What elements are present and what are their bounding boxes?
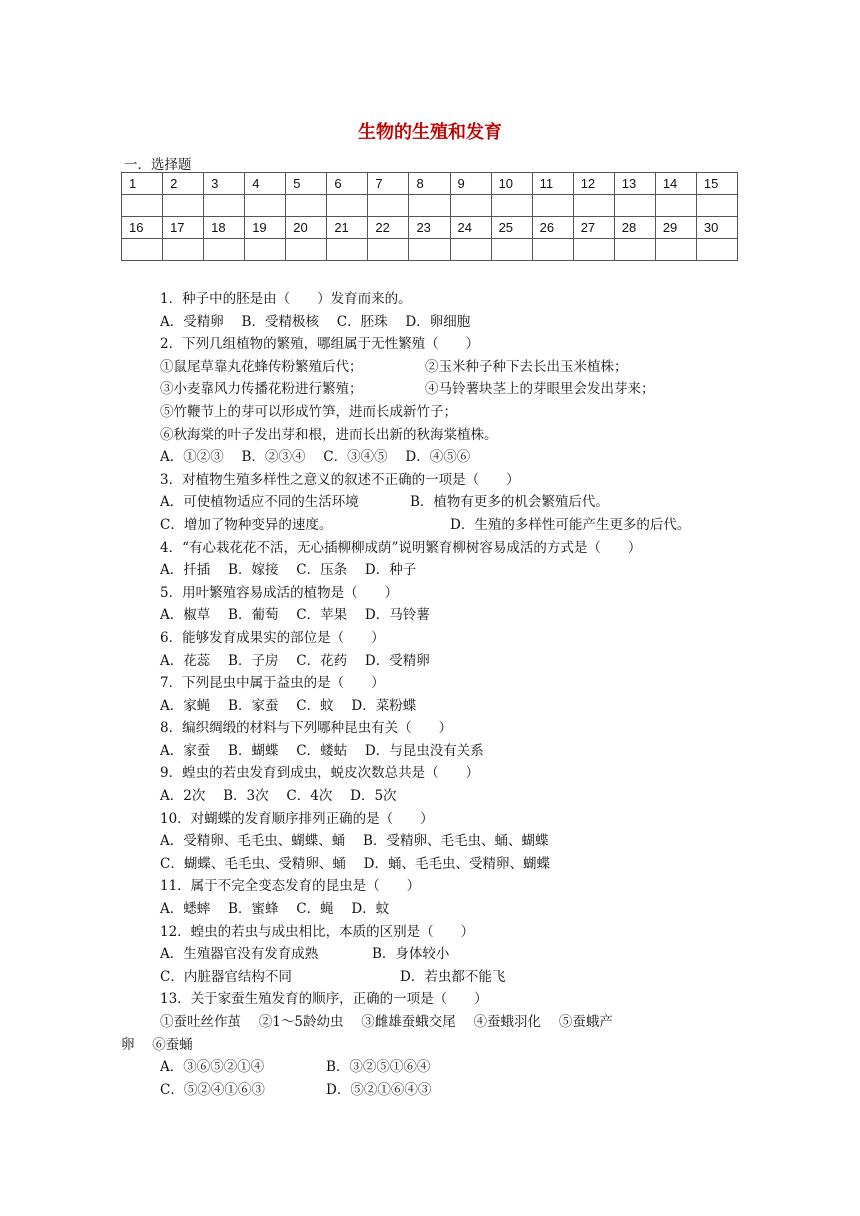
question-options	[160, 943, 760, 966]
question-options	[160, 966, 760, 989]
answer-number-cell: 21	[327, 217, 368, 239]
question-item: ⑥秋海棠的叶子发出芽和根，进而长出新的秋海棠植株。	[160, 426, 498, 443]
question-stem: 4．“有心栽花花不活，无心插柳柳成荫”说明繁育柳树容易成活的方式是（ ）	[160, 539, 642, 556]
question-stem: 5．用叶繁殖容易成活的植物是（ ）	[160, 584, 399, 601]
question-stem: 10．对蝴蝶的发育顺序排列正确的是（ ）	[160, 810, 434, 827]
question-option: D．⑤②①⑥④③	[326, 1081, 432, 1098]
answer-cell[interactable]	[163, 195, 204, 217]
question-option: C．⑤②④①⑥③	[160, 1081, 265, 1098]
question-options: A．蟋蟀 B．蜜蜂 C．蝇 D．蚊	[160, 901, 390, 918]
answer-number-cell: 28	[614, 217, 655, 239]
question-items: 卵 ⑥蚕蛹	[121, 1036, 193, 1053]
question-options: A．花蕊 B．子房 C．花药 D．受精卵	[160, 652, 430, 669]
answer-number-cell: 14	[655, 173, 696, 195]
question-options: A．家蚕 B．蝴蝶 C．蝼蛄 D．与昆虫没有关系	[160, 742, 484, 759]
answer-cell[interactable]	[655, 195, 696, 217]
question-options: A．椒草 B．葡萄 C．苹果 D．马铃薯	[160, 607, 430, 624]
answer-number-cell: 15	[696, 173, 737, 195]
answer-cell[interactable]	[327, 195, 368, 217]
answer-blank-row	[122, 239, 738, 261]
question-item: ④马铃薯块茎上的芽眼里会发出芽来；	[425, 381, 655, 398]
question-options: A．受精卵 B．受精极核 C．胚珠 D．卵细胞	[160, 313, 471, 330]
answer-cell[interactable]	[573, 195, 614, 217]
answer-number-cell: 2	[163, 173, 204, 195]
answer-number-row	[122, 217, 738, 239]
question-options	[160, 491, 760, 514]
question-stem: 11．属于不完全变态发育的昆虫是（ ）	[160, 878, 421, 895]
question-item: ②玉米种子种下去长出玉米植株；	[425, 358, 628, 375]
answer-number-cell: 19	[245, 217, 286, 239]
question-item: ③小麦靠风力传播花粉进行繁殖；	[160, 381, 363, 398]
answer-cell[interactable]	[450, 195, 491, 217]
answer-cell[interactable]	[286, 195, 327, 217]
question-option: B．③②⑤①⑥④	[326, 1059, 431, 1076]
answer-table	[121, 172, 738, 261]
answer-number-cell: 30	[696, 217, 737, 239]
answer-number-row	[122, 173, 738, 195]
question-options: C．蝴蝶、毛毛虫、受精卵、蛹 D．蛹、毛毛虫、受精卵、蝴蝶	[160, 855, 550, 872]
answer-cell[interactable]	[450, 239, 491, 261]
question-option: B．植物有更多的机会繁殖后代。	[410, 494, 609, 511]
page-title: 生物的生殖和发育	[358, 122, 502, 143]
question-list	[121, 288, 760, 1101]
question-options: A．受精卵、毛毛虫、蝴蝶、蛹 B．受精卵、毛毛虫、蛹、蝴蝶	[160, 833, 549, 850]
answer-cell[interactable]	[614, 239, 655, 261]
answer-cell[interactable]	[368, 239, 409, 261]
answer-number-cell: 24	[450, 217, 491, 239]
answer-cell[interactable]	[491, 195, 532, 217]
answer-number-cell: 5	[286, 173, 327, 195]
answer-number-cell: 1	[122, 173, 163, 195]
answer-cell[interactable]	[532, 195, 573, 217]
question-options: A．扦插 B．嫁接 C．压条 D．种子	[160, 562, 417, 579]
question-option: C．内脏器官结构不同	[160, 968, 292, 985]
question-stem: 8．编织绸缎的材料与下列哪种昆虫有关（ ）	[160, 720, 453, 737]
question-stem: 2．下列几组植物的繁殖，哪组属于无性繁殖（ ）	[160, 336, 480, 353]
answer-cell[interactable]	[122, 239, 163, 261]
answer-cell[interactable]	[655, 239, 696, 261]
question-item: ⑤竹鞭节上的芽可以形成竹笋，进而长成新竹子；	[160, 403, 457, 420]
answer-cell[interactable]	[245, 239, 286, 261]
question-stem: 1．种子中的胚是由（ ）发育而来的。	[160, 291, 412, 307]
question-stem: 13．关于家蚕生殖发育的顺序，正确的一项是（ ）	[160, 991, 488, 1008]
answer-cell[interactable]	[614, 195, 655, 217]
answer-number-cell: 23	[409, 217, 450, 239]
question-items	[160, 378, 760, 401]
answer-cell[interactable]	[573, 239, 614, 261]
answer-number-cell: 8	[409, 173, 450, 195]
answer-cell[interactable]	[368, 195, 409, 217]
answer-number-cell: 27	[573, 217, 614, 239]
answer-number-cell: 20	[286, 217, 327, 239]
answer-cell[interactable]	[409, 195, 450, 217]
answer-cell[interactable]	[696, 195, 737, 217]
question-option: A．③⑥⑤②①④	[160, 1059, 265, 1076]
answer-number-cell: 3	[204, 173, 245, 195]
answer-number-cell: 4	[245, 173, 286, 195]
answer-blank-row	[122, 195, 738, 217]
answer-number-cell: 22	[368, 217, 409, 239]
answer-cell[interactable]	[245, 195, 286, 217]
answer-cell[interactable]	[532, 239, 573, 261]
question-item: ①鼠尾草靠丸花蜂传粉繁殖后代；	[160, 358, 363, 375]
question-option: C．增加了物种变异的速度。	[160, 516, 333, 533]
answer-number-cell: 13	[614, 173, 655, 195]
answer-number-cell: 17	[163, 217, 204, 239]
question-stem: 7．下列昆虫中属于益虫的是（ ）	[160, 675, 385, 692]
question-stem: 6．能够发育成果实的部位是（ ）	[160, 629, 385, 646]
question-option: B．身体较小	[372, 946, 450, 963]
answer-number-cell: 7	[368, 173, 409, 195]
answer-number-cell: 12	[573, 173, 614, 195]
answer-number-cell: 11	[532, 173, 573, 195]
answer-cell[interactable]	[204, 195, 245, 217]
answer-cell[interactable]	[409, 239, 450, 261]
question-options	[160, 1056, 760, 1079]
question-stem: 12．蝗虫的若虫与成虫相比，本质的区别是（ ）	[160, 923, 475, 940]
answer-number-cell: 29	[655, 217, 696, 239]
question-option: D．若虫都不能飞	[400, 968, 506, 985]
answer-cell[interactable]	[204, 239, 245, 261]
answer-number-cell: 16	[122, 217, 163, 239]
question-options	[160, 1079, 760, 1102]
question-stem: 3．对植物生殖多样性之意义的叙述不正确的一项是（ ）	[160, 471, 520, 488]
question-options	[160, 514, 760, 537]
question-option: A．可使植物适应不同的生活环境	[160, 494, 359, 511]
answer-number-cell: 10	[491, 173, 532, 195]
answer-cell[interactable]	[327, 239, 368, 261]
question-stem: 9．蝗虫的若虫发育到成虫，蜕皮次数总共是（ ）	[160, 765, 480, 782]
question-items: ①蚕吐丝作茧 ②1～5龄幼虫 ③雌雄蚕蛾交尾 ④蚕蛾羽化 ⑤蚕蛾产	[160, 1014, 613, 1030]
question-option: A．生殖器官没有发育成熟	[160, 946, 319, 963]
section-heading: 一．选择题	[124, 157, 192, 173]
answer-cell[interactable]	[286, 239, 327, 261]
question-options: A．①②③ B．②③④ C．③④⑤ D．④⑤⑥	[160, 449, 471, 466]
answer-number-cell: 26	[532, 217, 573, 239]
answer-cell[interactable]	[163, 239, 204, 261]
answer-number-cell: 9	[450, 173, 491, 195]
question-option: D．生殖的多样性可能产生更多的后代。	[450, 516, 691, 533]
answer-cell[interactable]	[122, 195, 163, 217]
answer-cell[interactable]	[696, 239, 737, 261]
answer-number-cell: 6	[327, 173, 368, 195]
answer-number-cell: 18	[204, 217, 245, 239]
answer-number-cell: 25	[491, 217, 532, 239]
question-options: A．2次 B．3次 C．4次 D．5次	[160, 788, 397, 805]
question-options: A．家蝇 B．家蚕 C．蚊 D．菜粉蝶	[160, 697, 417, 714]
question-items	[160, 356, 760, 379]
answer-cell[interactable]	[491, 239, 532, 261]
